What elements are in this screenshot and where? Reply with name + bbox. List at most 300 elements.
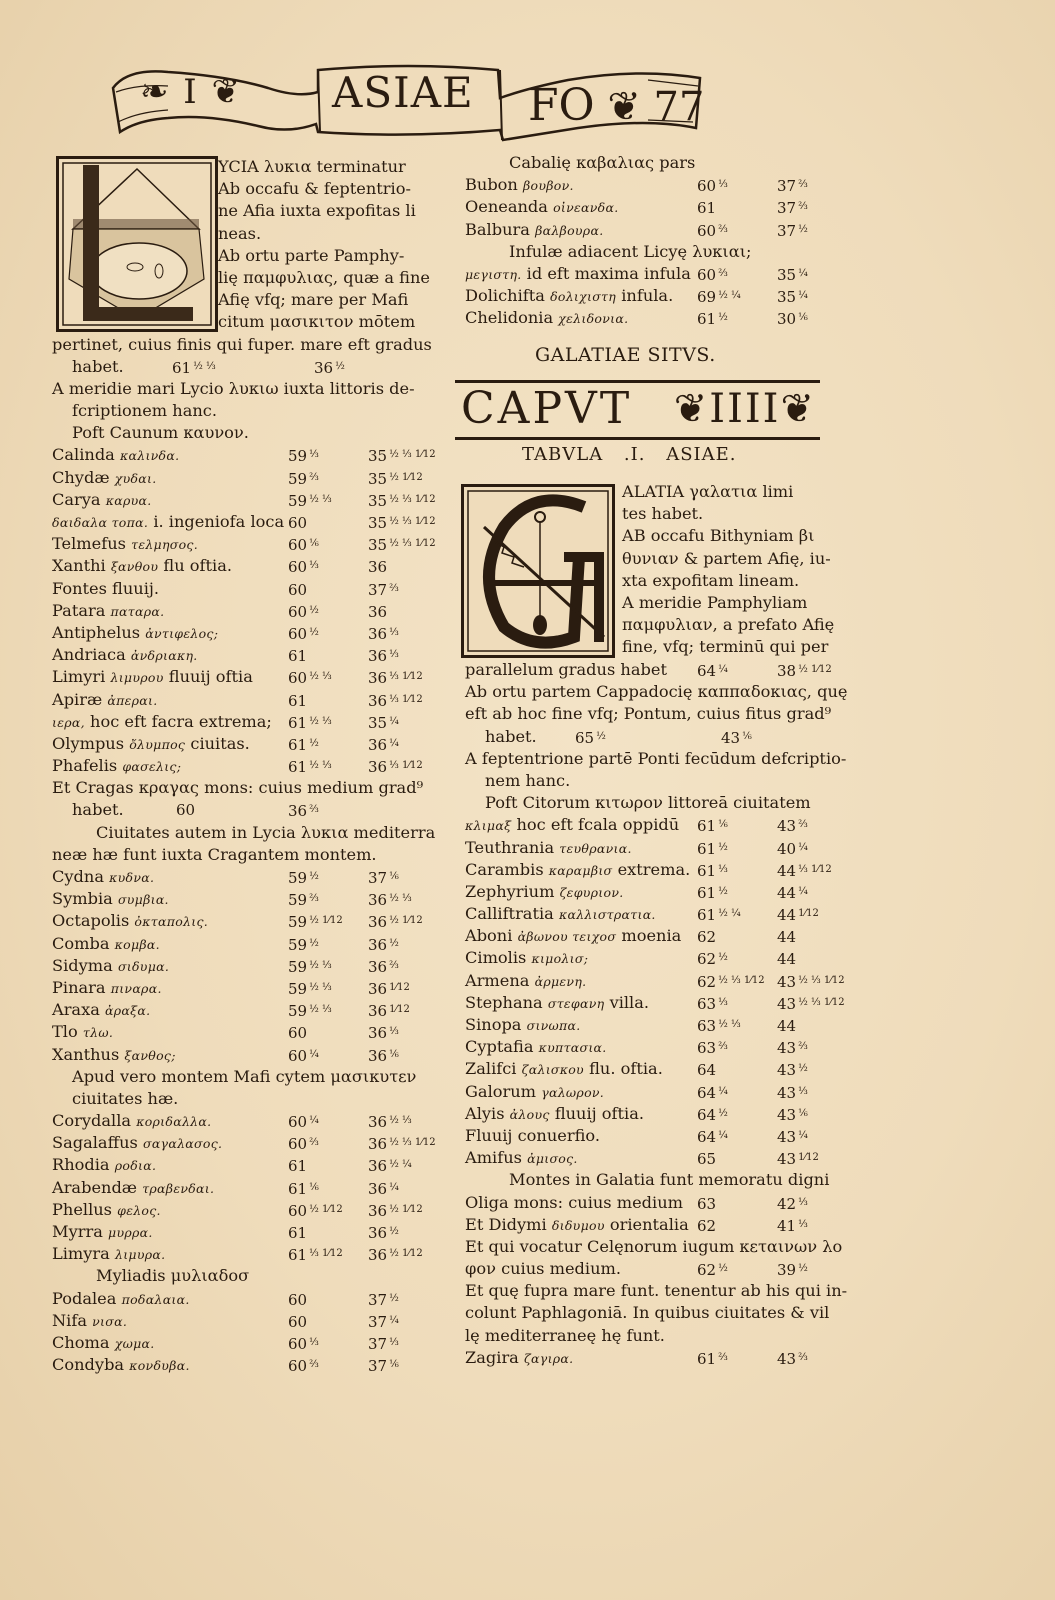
place-row: [52, 1288, 430, 1310]
longitude: 60 $^{\frac{2}{3}}$: [288, 1135, 319, 1154]
banner-folio: [528, 80, 704, 131]
place-note: infula.: [621, 286, 674, 306]
latitude: 43 $^{\frac{1}{2} \frac{1}{3} 1⁄12}$: [777, 972, 845, 991]
place-name: Arabendæ: [52, 1177, 138, 1197]
greek-name: τελμησος.: [131, 537, 198, 553]
latitude: 36 $^{\frac{1}{2} \frac{1}{3}}$: [368, 891, 412, 910]
latitude: 35 $^{\frac{1}{2} 1⁄12}$: [368, 469, 423, 488]
place-row: [465, 1125, 850, 1147]
right-column: [465, 152, 850, 330]
latitude: 41 $^{\frac{1}{3}}$: [777, 1216, 808, 1235]
greek-name: ἀραξα.: [105, 1003, 151, 1019]
greek-name: ροδια.: [114, 1158, 157, 1174]
place-name: Carambis: [465, 859, 544, 879]
place-name: Et Didymi: [465, 1214, 547, 1234]
intro-line: YCIA λυκια terminatur: [218, 157, 406, 176]
latitude: 35 $^{\frac{1}{4}}$: [368, 713, 399, 732]
place-name: Cydna: [52, 867, 104, 886]
place-name: Limyra: [52, 1244, 110, 1264]
greek-name: καραμβισ: [548, 862, 613, 878]
place-name: Choma: [52, 1332, 110, 1352]
place-name: Rhodia: [52, 1155, 110, 1175]
greek-name: ξανθος;: [124, 1047, 176, 1063]
right-column-lower: [465, 659, 850, 1369]
place-row: [465, 1214, 850, 1236]
intro-line: neas.: [218, 223, 262, 243]
coordinate-table: [52, 866, 430, 1066]
section-subheading: Myliadis μυλιαδοσ: [96, 1266, 250, 1286]
chapter-number: ❦IIII❦: [673, 386, 816, 432]
latitude: 44 $^{1⁄12}$: [777, 906, 819, 925]
latitude: 30 $^{\frac{1}{6}}$: [777, 310, 808, 329]
coordinate-table: [52, 1288, 430, 1377]
coordinate-table: [465, 1192, 850, 1236]
place-note: ciuitas.: [190, 733, 250, 753]
greek-name: ἀμισος.: [527, 1151, 578, 1167]
latitude: 37 $^{\frac{1}{2}}$: [368, 1290, 399, 1309]
intro-line: fine, vfq; terminū qui per: [622, 637, 829, 657]
latitude: 44 $^{\frac{1}{3} 1⁄12}$: [777, 861, 832, 880]
longitude: 63: [697, 1194, 717, 1213]
longitude: 61 $^{\frac{1}{2} \frac{1}{3}}$: [288, 758, 332, 777]
text-line: Apud vero montem Mafi cytem μασικυτεν: [72, 1066, 417, 1086]
longitude: 61: [288, 647, 308, 666]
coordinate-table: [465, 814, 850, 1169]
latitude: 43 $^{\frac{1}{6}}$: [777, 1105, 808, 1124]
coordinate-table: [465, 174, 850, 241]
longitude: 61 $^{\frac{1}{2} \frac{1}{4}}$: [697, 906, 741, 925]
latitude: 43 $^{\frac{2}{3}}$: [777, 1039, 808, 1058]
place-name: Galorum: [465, 1081, 537, 1101]
greek-name: ζαγιρα.: [523, 1350, 574, 1366]
place-name: Condyba: [52, 1355, 125, 1375]
longitude: 61 $^{\frac{1}{6}}$: [288, 1179, 319, 1198]
longitude: 59 $^{\frac{2}{3}}$: [288, 469, 319, 488]
greek-name: μυρρα.: [108, 1225, 153, 1240]
place-row: [465, 970, 850, 992]
latitude: 36 $^{\frac{2}{3}}$: [368, 957, 399, 976]
greek-name: ὀκταπολις.: [134, 914, 209, 930]
longitude: 64 $^{\frac{1}{2}}$: [697, 1105, 728, 1124]
greek-name: τραβενδαι.: [142, 1180, 215, 1196]
greek-name: οἰνεανδα.: [553, 200, 619, 216]
greek-name: διδυμου: [551, 1217, 605, 1233]
latitude: 43 $^{\frac{2}{3}}$: [777, 1349, 808, 1368]
greek-name: βουβον.: [523, 178, 574, 194]
longitude: 63 $^{\frac{1}{2} \frac{1}{3}}$: [697, 1017, 741, 1035]
intro-line: ne Afia iuxta expofitas li: [218, 201, 416, 221]
place-row: [52, 511, 436, 533]
place-name: Myrra: [52, 1222, 103, 1241]
longitude: 64: [697, 1061, 717, 1080]
longitude: 60 $^{\frac{1}{3}}$: [288, 558, 319, 577]
place-row: [52, 1354, 430, 1376]
greek-name: κλιμαξ: [465, 818, 512, 834]
text-line: Et Cragas κραγας mons: cuius medium grad⁹: [52, 778, 424, 798]
longitude: 59 $^{\frac{1}{2} 1⁄12}$: [288, 913, 343, 932]
place-note: orientalia: [609, 1214, 689, 1234]
place-note: fluuij oftia: [168, 667, 253, 687]
longitude: 61 $^{\frac{1}{2} \frac{1}{3}}$: [288, 713, 332, 732]
longitude: 63 $^{\frac{1}{3}}$: [697, 994, 728, 1013]
longitude: 61: [288, 1157, 308, 1176]
place-row: [52, 733, 430, 755]
latitude: 36 $^{\frac{1}{3}}$: [368, 647, 399, 666]
place-name: Xanthus: [52, 1044, 120, 1064]
text-line: A meridie mari Lycio λυκιω iuxta littoris de-: [52, 378, 415, 398]
place-note: moenia: [621, 926, 682, 946]
latitude: 36 $^{\frac{1}{2} \frac{1}{4}}$: [368, 1157, 412, 1176]
greek-name: στεφανη: [547, 995, 605, 1011]
greek-name: κυπτασια.: [538, 1040, 607, 1056]
place-name: Tlo: [52, 1022, 78, 1042]
longitude: 61 $^{\frac{1}{2}}$: [697, 883, 728, 902]
chapter-label: CAPVT: [461, 383, 633, 434]
text-line: Ab ortu partem Cappadocię καππαδοκιας, quę: [465, 682, 848, 702]
latitude: 37 $^{\frac{2}{3}}$: [777, 199, 808, 218]
greek-name: ὄλυμπος: [129, 736, 186, 752]
greek-name: ἀλους: [509, 1106, 550, 1122]
longitude: 59 $^{\frac{1}{3}}$: [288, 447, 319, 466]
section-subheading: Poft Citorum κιτωρον littoreā ciuitatem: [485, 793, 811, 813]
place-name: Chelidonia: [465, 308, 554, 328]
place-name: Comba: [52, 933, 110, 953]
place-row: [52, 866, 430, 888]
place-row: [52, 622, 430, 644]
place-name: Apiræ: [52, 689, 103, 709]
latitude: 43 $^{\frac{2}{3}}$: [777, 817, 808, 836]
greek-name: χυδαι.: [114, 470, 157, 486]
longitude: 60 $^{\frac{2}{3}}$: [288, 1357, 319, 1376]
longitude: 59 $^{\frac{1}{2} \frac{1}{3}}$: [288, 491, 332, 510]
coordinate-table: [465, 263, 850, 330]
greek-name: τευθρανια.: [559, 840, 632, 856]
coordinate-row: habet. 60 36 $^{\frac{2}{3}}$: [72, 800, 319, 821]
longitude: 60 $^{\frac{1}{2} \frac{1}{3}}$: [288, 669, 332, 688]
longitude: 60: [288, 1290, 308, 1309]
intro-line: παμφυλιαν, a prefato Afię: [622, 615, 835, 635]
latitude: 37 $^{\frac{1}{6}}$: [368, 869, 399, 887]
place-name: Limyri: [52, 667, 106, 687]
longitude: 59 $^{\frac{1}{2} \frac{1}{3}}$: [288, 1002, 332, 1021]
greek-name: φελος.: [117, 1202, 161, 1218]
intro-line: lię παμφυλιας, quæ a fine: [218, 267, 430, 287]
coordinate-row: habet. 65 $^{\frac{1}{2}}$ 43 $^{\frac{1}{6}}$: [485, 726, 752, 747]
intro-line: ALATIA γαλατια limi: [622, 482, 794, 501]
place-name: Patara: [52, 600, 106, 620]
latitude: 36 $^{\frac{1}{2}}$: [368, 1224, 399, 1242]
latitude: 36: [368, 602, 388, 621]
latitude: 36 $^{\frac{1}{3} 1⁄12}$: [368, 669, 423, 688]
longitude: 61 $^{\frac{1}{6}}$: [697, 817, 728, 836]
place-note: fluuij oftia.: [554, 1103, 645, 1123]
place-row: [465, 263, 850, 285]
latitude: 36: [368, 558, 388, 577]
chapter-heading: [455, 380, 820, 440]
latitude: 44: [777, 1017, 797, 1035]
longitude: 59 $^{\frac{1}{2}}$: [288, 935, 319, 954]
place-row: [52, 1132, 436, 1154]
greek-name: ἀβωνου τειχοσ: [517, 929, 617, 945]
greek-name: ἀνδριακη.: [130, 648, 198, 664]
latitude: 35 $^{\frac{1}{4}}$: [777, 265, 808, 284]
text-line: lę mediterraneę hę funt.: [465, 1325, 665, 1345]
place-row: [52, 1021, 430, 1043]
place-row: [52, 489, 436, 511]
left-column: [52, 156, 436, 1376]
latitude: 42 $^{\frac{1}{3}}$: [777, 1194, 808, 1213]
latitude: 37 $^{\frac{1}{3}}$: [368, 1334, 399, 1353]
latitude: 35 $^{\frac{1}{2} \frac{1}{3} 1⁄12}$: [368, 447, 436, 466]
place-row: [52, 711, 430, 733]
greek-name: καλινδα.: [120, 448, 180, 464]
coordinate-table: [52, 1110, 436, 1265]
section-subheading: Poft Caunum καυνον.: [72, 423, 249, 443]
section-heading: GALATIAE SITVS.: [535, 344, 716, 366]
folio-number: ❦ 77: [607, 84, 705, 130]
place-name: Chydæ: [52, 467, 110, 487]
place-row: [52, 578, 430, 600]
longitude: 60 $^{\frac{1}{2}}$: [288, 624, 319, 643]
latitude: 44 $^{\frac{1}{4}}$: [777, 883, 808, 902]
place-row: [465, 814, 850, 836]
intro-line: tes habet.: [622, 504, 704, 524]
place-name: Araxa: [52, 1000, 100, 1020]
intro-line: AB occafu Bithyniam βι: [622, 526, 815, 546]
longitude: 61 $^{\frac{1}{2}}$: [697, 310, 728, 329]
galatia-intro: [622, 481, 862, 659]
intro-line: pertinet, cuius finis qui fuper. mare eft gradus: [52, 334, 432, 354]
longitude: 60: [288, 514, 308, 532]
place-note: flu oftia.: [163, 556, 232, 576]
greek-name: φασελις;: [122, 759, 182, 775]
greek-name: σιδυμα.: [117, 958, 170, 974]
place-name: Phafelis: [52, 756, 118, 776]
greek-name: ζεφυριον.: [559, 884, 624, 900]
longitude: 61: [697, 199, 717, 218]
greek-name: ἀντιφελος;: [145, 625, 219, 641]
latitude: 35 $^{\frac{1}{2} \frac{1}{3} 1⁄12}$: [368, 536, 436, 555]
place-row: [52, 910, 430, 932]
intro-line: θυνιαν & partem Afię, iu-: [622, 548, 831, 568]
place-name: Stephana: [465, 992, 543, 1012]
greek-name: κιμολισ;: [531, 951, 589, 967]
greek-name: σαγαλασος.: [142, 1136, 223, 1152]
place-row: [465, 992, 850, 1014]
greek-name: τλω.: [82, 1025, 114, 1041]
greek-name: ἀπεραι.: [107, 692, 158, 708]
banner-book-number: ❧ I ❦: [140, 72, 243, 112]
longitude: 61 $^{\frac{1}{3}}$: [697, 861, 728, 880]
greek-name: γαλωρον.: [541, 1084, 605, 1100]
longitude: 60 $^{\frac{2}{3}}$: [697, 221, 728, 240]
longitude: 60 $^{\frac{1}{2}}$: [288, 602, 319, 621]
greek-name: κονδυβα.: [129, 1358, 190, 1374]
latitude: 36 $^{\frac{1}{3} 1⁄12}$: [368, 758, 423, 777]
coordinate-table: [52, 444, 436, 777]
latitude: 36 $^{1⁄12}$: [368, 1002, 410, 1021]
place-row: [465, 174, 850, 196]
latitude: 36 $^{\frac{1}{2}}$: [368, 935, 399, 954]
place-name: Sinopa: [465, 1015, 522, 1034]
place-name: Symbia: [52, 889, 113, 909]
greek-name: ζαλισκου: [521, 1062, 584, 1078]
place-row: [52, 1243, 430, 1265]
place-row: [52, 755, 430, 777]
greek-name: κοριδαλλα.: [136, 1114, 212, 1130]
place-row: [465, 903, 850, 925]
place-note: i. ingeniofa loca: [153, 512, 285, 531]
place-name: Cimolis: [465, 948, 527, 968]
latitude: 40 $^{\frac{1}{4}}$: [777, 839, 808, 858]
intro-line: xta expofitam lineam.: [622, 570, 800, 590]
latitude: 36 $^{\frac{1}{3}}$: [368, 1024, 399, 1043]
latitude: 36 $^{\frac{1}{2} 1⁄12}$: [368, 913, 423, 932]
section-subheading: Infulæ adiacent Licyę λυκιαι;: [509, 241, 752, 261]
place-name: Oliga mons: cuius medium: [465, 1192, 684, 1212]
longitude: 60 $^{\frac{1}{2} 1⁄12}$: [288, 1201, 343, 1220]
place-name: Alyis: [465, 1103, 505, 1123]
latitude: 37 $^{\frac{1}{4}}$: [368, 1312, 399, 1331]
latitude: 36 $^{\frac{1}{2} 1⁄12}$: [368, 1201, 423, 1220]
coordinate-table: [465, 1347, 850, 1369]
coordinate-row: φον cuius medium. 62 $^{\frac{1}{2}}$ 39 $^{\frac{1}{2}}$: [465, 1259, 808, 1280]
text-line: A feptentrione partē Ponti fecūdum defcriptio-: [465, 748, 847, 768]
place-name: Zagira: [465, 1347, 519, 1367]
latitude: 37 $^{\frac{1}{6}}$: [368, 1357, 399, 1376]
latitude: 43 $^{1⁄12}$: [777, 1150, 819, 1169]
longitude: 61: [288, 1224, 308, 1242]
place-row: [465, 859, 850, 881]
longitude: 62 $^{\frac{1}{2} \frac{1}{3} 1⁄12}$: [697, 972, 765, 991]
place-name: Nifa: [52, 1310, 87, 1330]
latitude: 36 $^{\frac{1}{4}}$: [368, 735, 399, 754]
place-name: Cyptafia: [465, 1037, 534, 1057]
place-name: Sidyma: [52, 955, 113, 975]
latitude: 44: [777, 950, 797, 969]
folio-label: FO: [528, 80, 595, 131]
place-name: Bubon: [465, 175, 518, 195]
latitude: 43 $^{\frac{1}{2}}$: [777, 1061, 808, 1080]
latitude: 36 $^{\frac{1}{2} 1⁄12}$: [368, 1246, 423, 1265]
greek-name: ποδαλαια.: [121, 1291, 190, 1307]
decorated-initial-g: [461, 484, 615, 658]
section-subheading: Cabalię καβαλιας pars: [509, 153, 696, 172]
place-note: flu. oftia.: [589, 1059, 663, 1079]
longitude: 69 $^{\frac{1}{2} \frac{1}{4}}$: [697, 288, 741, 307]
place-name: Octapolis: [52, 911, 130, 931]
latitude: 35 $^{\frac{1}{4}}$: [777, 288, 808, 307]
place-name: Olympus: [52, 733, 125, 753]
latitude: 44: [777, 928, 797, 947]
greek-name: ξανθου: [110, 559, 159, 575]
place-name: Andriaca: [52, 645, 126, 665]
place-row: [52, 1110, 430, 1132]
place-row: [52, 533, 436, 555]
intro-line: Afię vfq; mare per Mafi: [218, 290, 409, 310]
place-name: Carya: [52, 489, 101, 509]
greek-name: σινωπα.: [526, 1018, 581, 1033]
place-name: Fontes fluuij.: [52, 578, 160, 598]
place-row: [52, 933, 430, 955]
longitude: 64 $^{\frac{1}{4}}$: [697, 1127, 728, 1146]
greek-name: παταρα.: [110, 603, 165, 619]
place-row: [52, 999, 430, 1021]
place-row: [52, 467, 430, 489]
place-row: [52, 888, 430, 910]
intro-line: A meridie Pamphyliam: [622, 592, 808, 612]
greek-name: λιμυρα.: [114, 1247, 166, 1263]
greek-name: καλλιστρατια.: [558, 907, 656, 923]
place-row: [465, 1058, 850, 1080]
place-row: [465, 1014, 850, 1036]
longitude: 62 $^{\frac{1}{2}}$: [697, 950, 728, 969]
greek-name: συμβια.: [117, 892, 169, 908]
longitude: 60 $^{\frac{1}{4}}$: [288, 1046, 319, 1065]
intro-line: citum μασικιτον mōtem: [218, 312, 416, 332]
latitude: 35 $^{\frac{1}{2} \frac{1}{3} 1⁄12}$: [368, 514, 436, 532]
latitude: 36 $^{1⁄12}$: [368, 979, 410, 998]
greek-name: ἀρμενη.: [534, 973, 587, 989]
place-row: [465, 1147, 850, 1169]
place-row: [52, 666, 430, 688]
running-head-banner: [108, 58, 708, 148]
latitude: 43 $^{\frac{1}{2} \frac{1}{3} 1⁄12}$: [777, 994, 845, 1013]
place-row: [52, 644, 430, 666]
longitude: 60: [288, 1024, 308, 1043]
latitude: 36 $^{\frac{1}{3}}$: [368, 624, 399, 643]
place-name: Zalifci: [465, 1059, 517, 1079]
place-row: [465, 196, 850, 218]
latitude: 36 $^{\frac{1}{4}}$: [368, 1179, 399, 1198]
text-line: Et quę fupra mare funt. tenentur ab his qui in-: [465, 1281, 848, 1301]
greek-name: λιμυρου: [110, 670, 164, 686]
place-row: [52, 1154, 430, 1176]
longitude: 59 $^{\frac{1}{2} \frac{1}{3}}$: [288, 957, 332, 976]
place-row: [465, 1347, 850, 1369]
greek-name: καρυα.: [105, 492, 152, 508]
latitude: 43 $^{\frac{1}{3}}$: [777, 1083, 808, 1102]
intro-line: Ab ortu parte Pamphy-: [218, 245, 405, 265]
woodcut-g-icon: [464, 487, 612, 655]
banner-title: ASIAE: [332, 68, 474, 117]
intro-line: Ab occafu & feptentrio-: [218, 179, 411, 199]
longitude: 60: [288, 1312, 308, 1331]
place-row: [465, 285, 850, 307]
place-row: [52, 444, 436, 466]
place-name: Pinara: [52, 977, 106, 997]
place-name: Dolichifta: [465, 286, 545, 306]
longitude: 60 $^{\frac{1}{6}}$: [288, 536, 319, 555]
table-heading: TABVLA .I. ASIAE.: [522, 444, 737, 465]
longitude: 59 $^{\frac{2}{3}}$: [288, 891, 319, 910]
longitude: 61: [288, 691, 308, 710]
place-name: Xanthi: [52, 556, 106, 576]
place-row: [465, 925, 850, 947]
longitude: 60 $^{\frac{1}{3}}$: [288, 1334, 319, 1353]
longitude: 61 $^{\frac{2}{3}}$: [697, 1349, 728, 1368]
greek-name: κομβα.: [114, 936, 160, 952]
place-note: id eft maxima infula: [526, 263, 691, 283]
greek-name: βαλβουρα.: [535, 222, 604, 238]
greek-name: μεγιστη.: [465, 266, 522, 282]
text-line: Et qui vocatur Celęnorum iugum κεταινων λο: [465, 1236, 843, 1256]
place-name: Armena: [465, 970, 530, 990]
longitude: 62: [697, 928, 717, 947]
longitude: 60 $^{\frac{1}{4}}$: [288, 1113, 319, 1132]
place-name: Oeneanda: [465, 197, 548, 217]
place-row: [52, 689, 430, 711]
